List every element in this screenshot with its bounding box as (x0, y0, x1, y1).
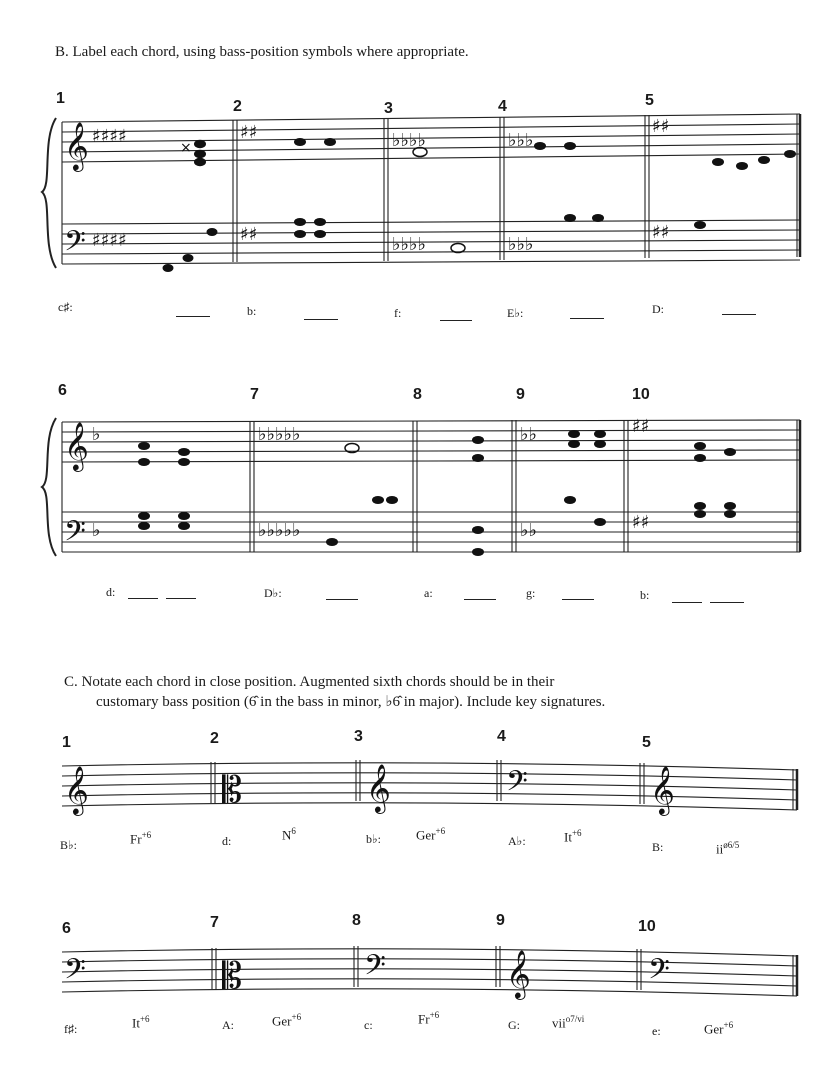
key-label: g: (526, 586, 536, 600)
svg-text:𝄡: 𝄡 (222, 956, 243, 997)
answer-blank[interactable] (570, 318, 604, 319)
measure-number: 1 (56, 90, 65, 107)
answer-blank[interactable] (304, 319, 338, 320)
chord-symbol: $N^6$ (282, 826, 296, 843)
svg-text:𝄞: 𝄞 (64, 765, 89, 814)
key-label: A: (222, 1018, 234, 1032)
key-label: e: (652, 1024, 661, 1038)
key-label: d: (106, 585, 116, 599)
measure-number: 9 (516, 386, 525, 403)
chord-symbol: Ger$^{+6}$ (272, 1012, 302, 1029)
measure-number: 8 (413, 386, 422, 403)
svg-text:𝄞: 𝄞 (64, 421, 89, 470)
answer-blank[interactable] (440, 320, 472, 321)
key-label: d: (222, 834, 232, 848)
key-label: B: (652, 840, 664, 854)
svg-text:𝄢: 𝄢 (364, 949, 386, 989)
svg-text:𝄞: 𝄞 (366, 763, 391, 812)
svg-text:𝄢: 𝄢 (506, 765, 528, 805)
key-label: b♭: (366, 832, 381, 846)
svg-text:♯♯: ♯♯ (632, 416, 650, 437)
measure-number: 2 (210, 730, 219, 747)
svg-text:𝄢: 𝄢 (64, 515, 86, 555)
measure-number: 5 (642, 734, 651, 751)
measure-number: 3 (354, 728, 363, 745)
measure-number: 7 (210, 914, 219, 931)
measure-number: 9 (496, 912, 505, 929)
answer-blank[interactable] (326, 599, 358, 600)
key-label: G: (508, 1018, 520, 1032)
system1-bass-staff (62, 220, 800, 264)
answer-blank[interactable] (176, 316, 210, 317)
svg-text:♭♭♭♭♭: ♭♭♭♭♭ (258, 520, 301, 541)
svg-text:♭♭: ♭♭ (520, 520, 537, 541)
bass-clef-icon: 𝄢 (64, 225, 86, 265)
measure-number: 10 (638, 918, 656, 935)
key-label: D: (652, 302, 664, 316)
key-label: b: (247, 304, 257, 318)
section-c-instruction-line1: C. Notate each chord in close position. Augmented sixth chords should be in their (64, 674, 555, 690)
measure-number: 5 (645, 92, 654, 109)
measure-number: 10 (632, 386, 650, 403)
svg-text:♯♯: ♯♯ (240, 224, 258, 245)
measure-number: 6 (62, 920, 71, 937)
chord-symbol: Ger$^{+6}$ (416, 826, 446, 843)
measure-number: 2 (233, 98, 242, 115)
svg-text:×: × (180, 140, 192, 156)
answer-blank[interactable] (562, 599, 594, 600)
svg-text:♭♭♭♭♭: ♭♭♭♭♭ (258, 424, 301, 445)
key-label: c: (364, 1018, 373, 1032)
answer-blank[interactable] (166, 598, 196, 599)
key-label: f♯: (64, 1022, 78, 1036)
key-label: b: (640, 588, 650, 602)
svg-text:𝄢: 𝄢 (64, 953, 86, 993)
chord-symbol: $It^{+6}$ (132, 1014, 150, 1031)
svg-text:𝄞: 𝄞 (650, 765, 675, 814)
measure-number: 4 (497, 728, 506, 745)
key-label: E♭: (507, 306, 524, 320)
svg-text:♯♯♯♯: ♯♯♯♯ (92, 126, 127, 147)
measure-number: 1 (62, 734, 71, 751)
section-c-instruction-line2: customary bass position (6̂ in the bass in minor, ♭6̂ in major). Include key signatures. (96, 694, 606, 710)
measure-number: 3 (384, 100, 393, 117)
svg-text:𝄢: 𝄢 (648, 953, 670, 993)
svg-text:♭♭♭: ♭♭♭ (508, 234, 534, 255)
svg-text:♭: ♭ (92, 520, 101, 541)
key-label: a: (424, 586, 433, 600)
key-label: c♯: (58, 300, 73, 314)
svg-text:♯♯♯♯: ♯♯♯♯ (92, 230, 127, 251)
answer-blank[interactable] (722, 314, 756, 315)
key-label: B♭: (60, 838, 77, 852)
treble-clef-icon: 𝄞 (64, 121, 89, 170)
svg-text:𝄞: 𝄞 (506, 949, 531, 998)
svg-text:𝄡: 𝄡 (222, 770, 243, 811)
measure-number: 7 (250, 386, 259, 403)
svg-text:♭♭♭♭: ♭♭♭♭ (392, 130, 426, 151)
chord-symbol: Ger$^{+6}$ (704, 1020, 734, 1037)
chord-symbol: $ii^{ø6/5}$ (716, 840, 740, 857)
c-system1-staff (62, 763, 797, 810)
answer-blank[interactable] (710, 602, 744, 603)
svg-text:♯♯: ♯♯ (240, 122, 258, 143)
system2-treble-staff (62, 420, 800, 462)
chord-symbol: vii$^{o7/vi}$ (552, 1014, 585, 1031)
c-system2-staff (62, 949, 797, 996)
answer-blank[interactable] (672, 602, 702, 603)
svg-text:♭♭♭♭: ♭♭♭♭ (392, 234, 426, 255)
svg-text:♯♯: ♯♯ (652, 116, 670, 137)
measure-number: 6 (58, 382, 67, 399)
chord-symbol: $It^{+6}$ (564, 828, 582, 845)
svg-text:♯♯: ♯♯ (632, 512, 650, 533)
system1-treble-staff (62, 114, 800, 162)
system2-bass-staff (62, 512, 800, 552)
chord-symbol: $Fr^{+6}$ (418, 1010, 440, 1027)
measure-number: 4 (498, 98, 507, 115)
svg-text:♯♯: ♯♯ (652, 222, 670, 243)
svg-text:♭: ♭ (92, 424, 101, 445)
key-label: A♭: (508, 834, 526, 848)
section-b-instruction: B. Label each chord, using bass-position symbols where appropriate. (55, 44, 469, 60)
answer-blank[interactable] (128, 598, 158, 599)
svg-text:♭♭: ♭♭ (520, 424, 537, 445)
key-label: D♭: (264, 586, 282, 600)
chord-symbol: $Fr^{+6}$ (130, 830, 152, 847)
answer-blank[interactable] (464, 599, 496, 600)
system2-notes (138, 430, 736, 556)
key-label: f: (394, 306, 402, 320)
svg-text:♭♭♭: ♭♭♭ (508, 130, 534, 151)
measure-number: 8 (352, 912, 361, 929)
